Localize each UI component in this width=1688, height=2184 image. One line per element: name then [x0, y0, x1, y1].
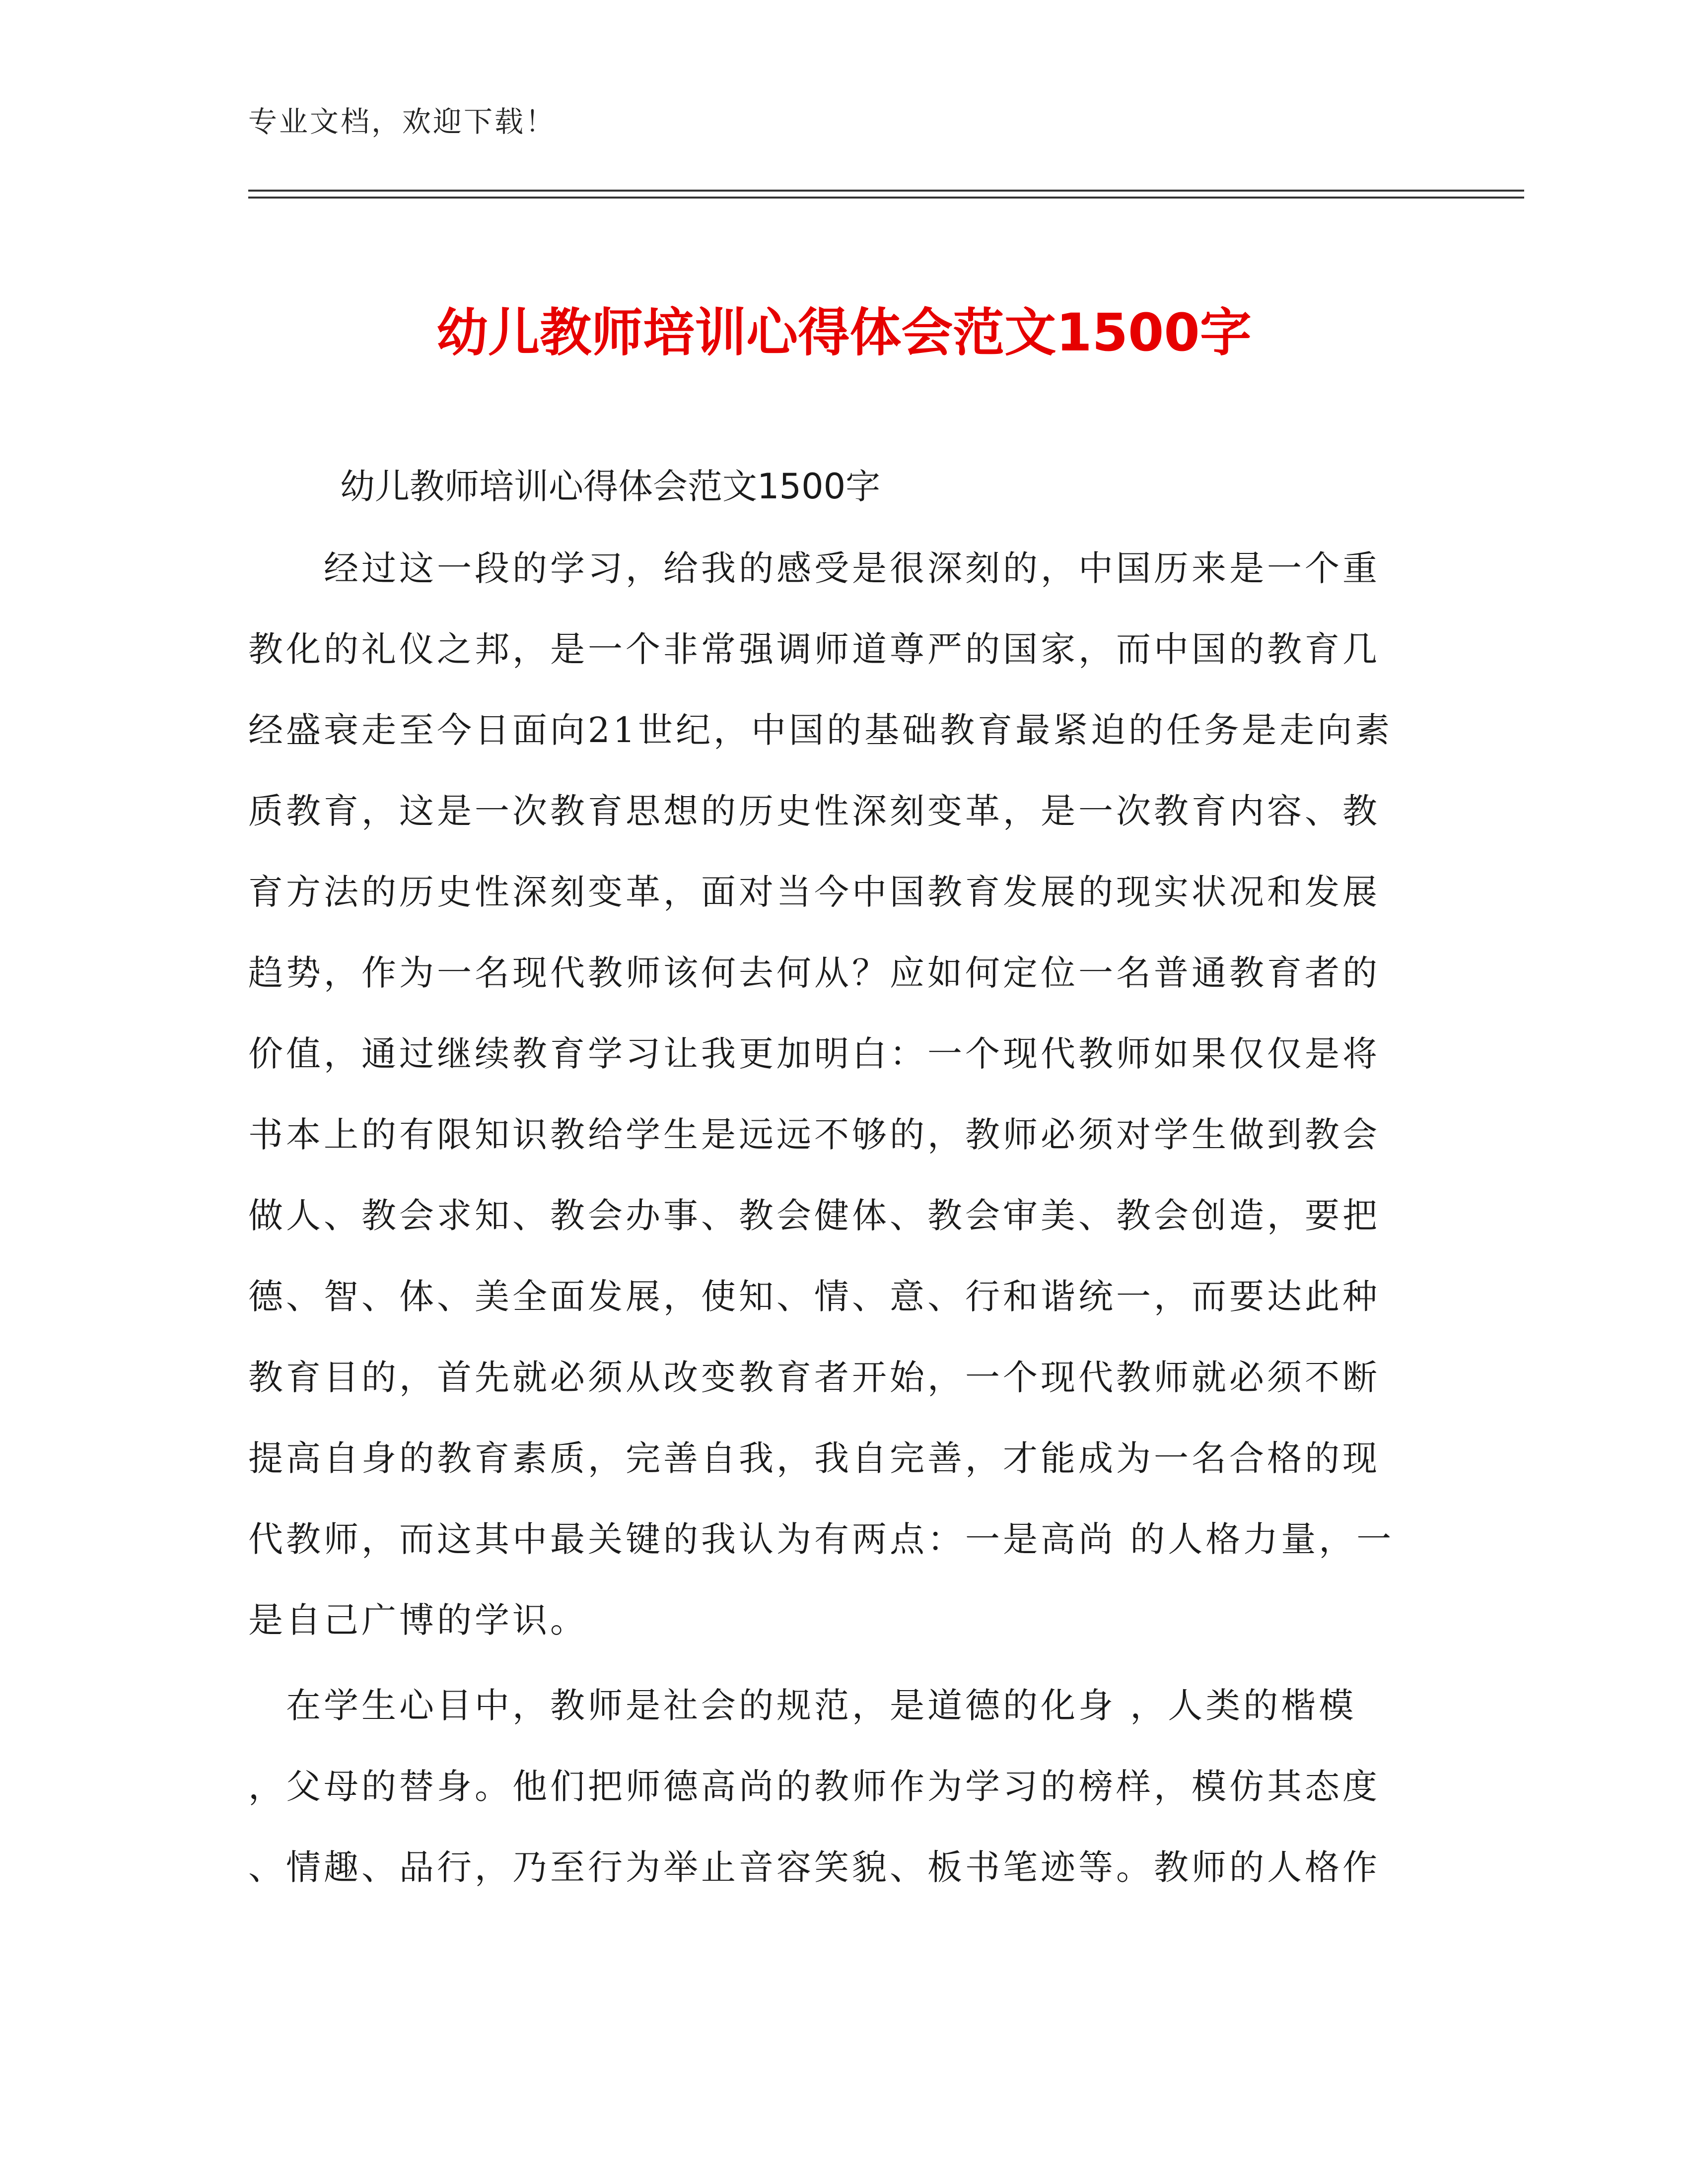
paragraph-line: 做人、教会求知、教会办事、教会健体、教会审美、教会创造，要把 — [248, 1195, 1380, 1236]
paragraph-line: 在学生心目中，教师是社会的规范，是道德的化身 ，人类的楷模 — [248, 1685, 1357, 1726]
paragraph-line: 书本上的有限知识教给学生是远远不够的，教师必须对学生做到教会 — [248, 1114, 1380, 1155]
header-divider-top — [248, 190, 1524, 192]
paragraph-line: 代教师，而这其中最关键的我认为有两点：一是高尚 的人格力量，一 — [248, 1519, 1395, 1560]
paragraph-line: 经盛衰走至今日面向21世纪，中国的基础教育最紧迫的任务是走向素 — [248, 710, 1393, 751]
document-title: 幼儿教师培训心得体会范文1500字 — [436, 302, 1252, 363]
header-divider-bottom — [248, 197, 1524, 199]
paragraph-line: 教育目的，首先就必须从改变教育者开始，一个现代教师就必须不断 — [248, 1357, 1380, 1398]
header-note: 专业文档，欢迎下载！ — [248, 105, 557, 138]
paragraph-line: 趋势，作为一名现代教师该何去何从？应如何定位一名普通教育者的 — [248, 953, 1380, 993]
paragraph-line: 教化的礼仪之邦，是一个非常强调师道尊严的国家，而中国的教育几 — [248, 629, 1380, 670]
paragraph-line: 德、智、体、美全面发展，使知、情、意、行和谐统一，而要达此种 — [248, 1276, 1380, 1317]
paragraph-line: 育方法的历史性深刻变革，面对当今中国教育发展的现实状况和发展 — [248, 872, 1380, 912]
paragraph-1 — [248, 528, 1420, 1661]
paragraph-line: 价值，通过继续教育学习让我更加明白：一个现代教师如果仅仅是将 — [248, 1033, 1380, 1074]
paragraph-line: 提高自身的教育素质，完善自我，我自完善，才能成为一名合格的现 — [248, 1438, 1380, 1479]
paragraph-line: ，父母的替身。他们把师德高尚的教师作为学习的榜样，模仿其态度 — [248, 1766, 1380, 1807]
document-subtitle: 幼儿教师培训心得体会范文1500字 — [340, 466, 881, 507]
paragraph-line: 、情趣、品行，乃至行为举止音容笑貌、板书笔迹等。教师的人格作 — [248, 1847, 1380, 1888]
paragraph-line: 是自己广博的学识。 — [248, 1600, 588, 1640]
paragraph-line: 质教育，这是一次教育思想的历史性深刻变革，是一次教育内容、教 — [248, 791, 1380, 831]
paragraph-line: 经过这一段的学习，给我的感受是很深刻的，中国历来是一个重 — [248, 548, 1380, 589]
paragraph-2 — [248, 1665, 1420, 1908]
